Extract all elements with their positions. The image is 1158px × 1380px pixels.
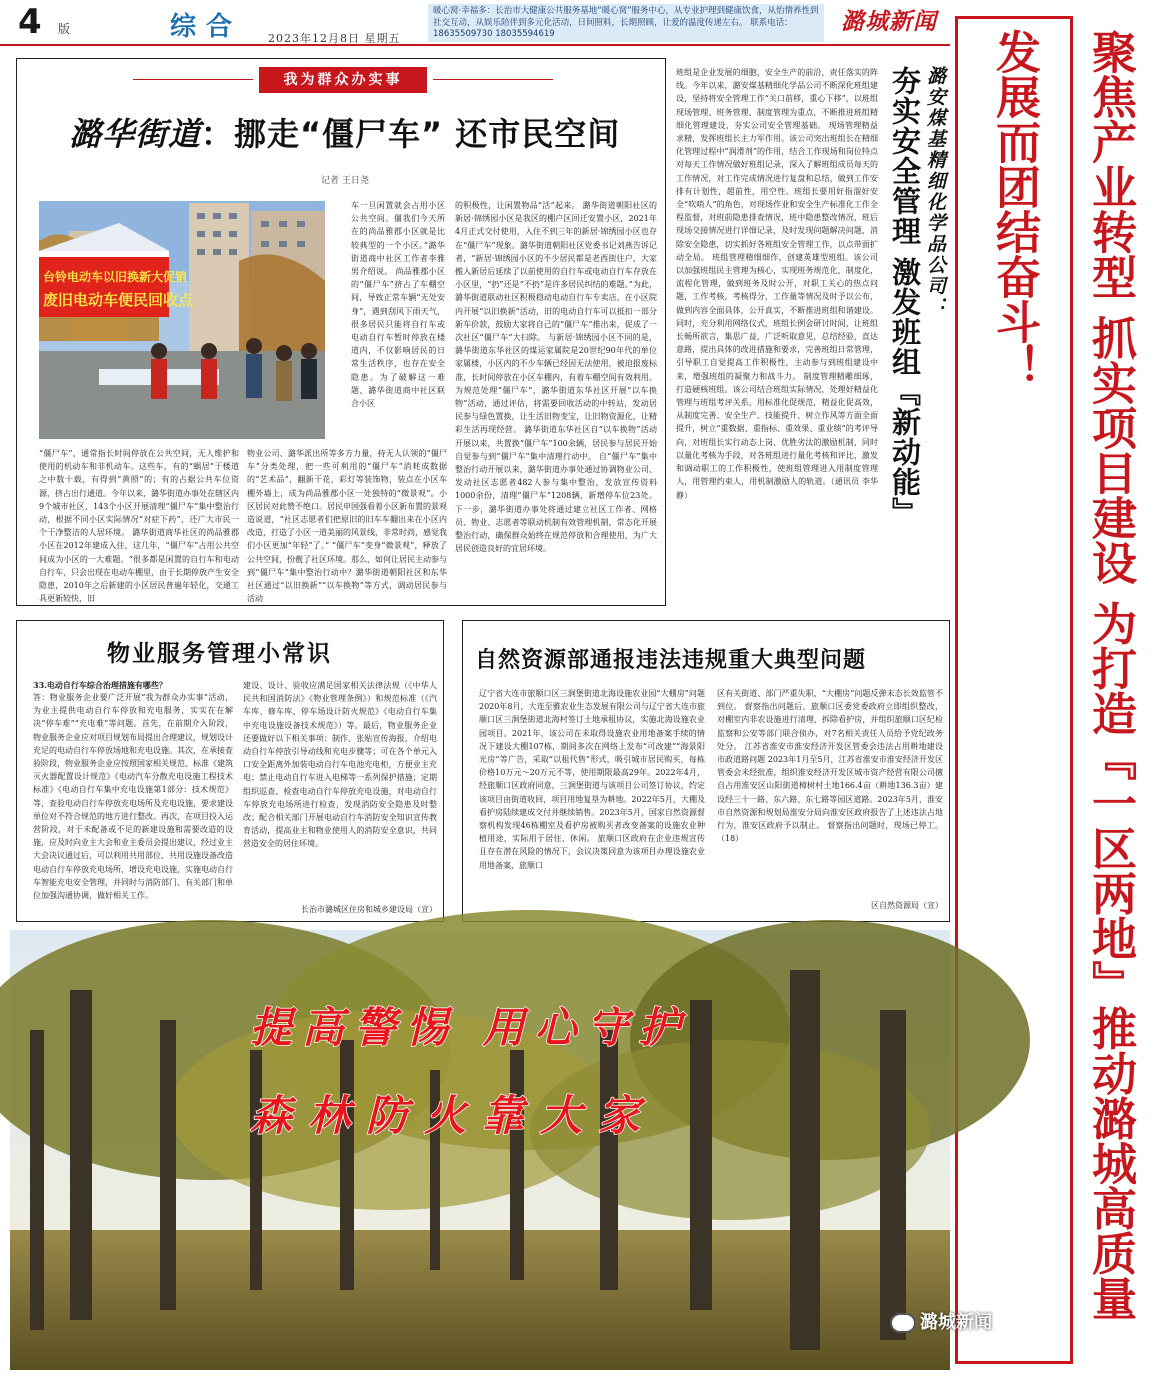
news-photo (39, 201, 325, 439)
slogan-text: 聚焦产业转型 抓实项目建设 为打造『一区两地』推动潞城高质量发展而团结奋斗！ (988, 29, 1137, 1321)
resource-column-a: 辽宁省大连市旅顺口区三涧堡街道北海设施农业园“大棚房”问题 2020年8月，大连至雅农业生态发展有限公司与辽宁省大连市旅顺口区三涧堡街道北海村签订土地承租协议，实施北海设施农业园项目。2021年，该公司在未取得设施农业用地备案手续的情况下建设大棚107栋，期间多次在网络上发布“可改建”“海景阳光房”等广告，采取“以租代售”形式，吸引城市居民购买，每栋价格10万元～20万元不等，使用期限最高29年。2022年4月，经旅顺口区政府同意，三涧堡街道与该项目公司签订协议，约定该项目由街道收回，项目用地复垦为耕地。2022年5月，大棚及看护房陆续建成交付并继续销售。2023年5月，国家自然资源督察机构发现46栋棚室及看护房被购买者改变备案的设施农业种植用途，实际用于居住、休闲。 旅顺口区政府在企业违规宣传且存在潜在风险的情况下，会议决策同意为该项目办理设施农业用地备案，旅顺口 (479, 689, 705, 870)
page-number: 4 (18, 2, 42, 42)
article-title (69, 109, 629, 155)
watermark (890, 1308, 1070, 1342)
property-source: 长治市潞城区住房和城乡建设局（宣） (301, 905, 437, 914)
byline: 记者 王日尧 (321, 176, 369, 186)
article-column-b: 的积极性，让闲置物品“活”起来。 潞华街道朝阳社区的新居·锦绣园小区是我区的棚户区回迁安置小区，2021年4月正式交付使用，入住不到三年的新居·锦绣园小区也存在“僵尸车”现象。潞华街道朝阳社区党委书记刘燕告诉记者，“新居·锦绣园小区的不少居民都是老西街住户，大家搬入新居后延续了以前使用的自行车或电动自行车存放在小区里，“扔”还是“不扔”是许多居民纠结的难题。”为此，潞华街道联动社区积极稳动电动自行车专卖店，在小区院内开展“以旧换新”活动，旧的电动自行车可以抵扣一部分新车价款，鼓励大家将自己的“僵尸车”推出来，促成了一次社区“僵尸车”大扫除。 与新居·锦绣园小区不同的是，潞华街道东华社区的煤运家属院是20世纪90年代的单位家属楼，小区内的不少车辆已经因无法使用，被迫报废标准，长时间停放在小区车棚内，有着车棚空间有效利用。为规范处理“僵尸车”，潞华街道东华社区开展“以车换物”活动，通过评估，将需要回收活动的中转站，发动居民参与绿色置换，让生活旧物变宝，让旧物资源化，让精彩生活再现经营。 潞华街道东华社区自“以车换物”活动开展以来，共置换“僵尸车”100余辆，居民参与居民开始自觉参与到“僵尸车”集中清理行动中。 自“僵尸车”集中整治行动开展以来，潞华街道办事处通过协调物业公司、发动社区志愿者482人参与集中整治，发放宣传资料1000余份，清理“僵尸车”1208辆，新增停车位23处。下一步，潞华街道办事处将通过建立社区工作者、网格员、物业、志愿者等联动机制有效管理机制，常态化开展整治行动，确保群众始终在规范停放和合理使用，为广大居民创造良好的宜居环境。 (455, 201, 657, 554)
wechat-icon (890, 1313, 916, 1333)
newspaper-logo: 潞城新闻 (841, 8, 937, 35)
coal-article-text: 班组是企业发展的细胞，安全生产的前沿，责任落实的阵线。今年以来，潞安煤基精细化学品公司不断深化班组建设，坚持将安全管理工作“关口前移，重心下移”，以班组现场管理、班务管理、制度管理为重点，不断推进班组精细化管理建设，夯实公司安全管理基础。 现场管理精益求精，发挥班组长主力军作用。该公司突出班组长在精细化管理过程中“润滑剂”的作用，结合工作现场和岗位特点对每天工作情况做好班组记录，深入了解班组成员每天的工作情况，对工作完成情况进行复盘和总结，做到工作安排有计划性，超前性，用空性。班组长要用好指溜好安全“吹哨人”的角色，对现场作业和安全生产标准化工作全程监督，对班前隐患排查情况，班中隐患整改情况，班后现场交接情况进行详细记录，及时发现问题解决问题，消除安全隐患，切实抓好各班组安全管理工作，以点带面扩动全局。 班组管理精细细作，创建英雄型班组。该公司以加强班组民主管理为核心，实现班务规范化，制度化，流程化管理，做到班务及时公开，对职工关心的热点问题，工作考核，考核得分，工作量等情况及时予以公布，做到内容全面具体，公开真实，不断推进班组和谐建设。同时，充分利用网络仪式，班组长例会研讨时间，让班组长畅所欲言，集思广益，广泛听取意见，总结经验，直达意路，提出具体的改进措施和要求，完善班组日常管理，引导职工自觉提高工作积极性，主动参与到班组建设中来，增强班组的凝聚力和战斗力。 制度管理精雕细琢，打造硬核班组。该公司结合班组实际情况，处理好精益化管理与班组考评关系，用标准化促规范，精益化促高效，从制度完善、安全生产、技能提升、树立作风等方面全面提升，树立“重数据、重指标、重效果、重业绩”的考评导向，对班组长实行动态上岗、优胜劣汰的激励机制，同时以量化考核为手段，对各班组进行量化考核和评比，激发和调动职工的工作积极性，使班组管理进入用制度管理人，用管理约束人，用机制激励人的轨道。（通讯员 李华静） (676, 68, 878, 500)
forest-slogan-line2: 森林防火靠大家 (250, 1091, 657, 1140)
forest-photo (10, 930, 950, 1370)
main-article (16, 58, 666, 606)
banner-text-2: 废旧电动车便民回收点 (43, 291, 194, 309)
title-rest: ：挪走“僵尸车” 还市民空间 (201, 115, 621, 153)
resource-column-b: 区有关街道、部门严重失职，“大棚房”问题反弹未态长效监管不到位。 督察指出问题后，旅顺口区委党委政府立即组织整改，对棚室内非农设施进行清理，拆除看护房，并组织旅顺口区纪检监察和公安等部门联合侦办，对7名相关责任人员给予党纪政务处分。 江苏省淮安市淮安经济开发区管委会违法占用耕地建设市政道路问题 2023年1月至5月，江苏省淮安市淮安经济开发区管委会未经批准，组织淮安经济开发区城市资产经营有限公司擅自占用淮安区山阳街道樟树村土地166.4亩（耕地136.3亩）建设经三十一路、东六路、东七路等园区道路。2023年5月，淮安市自然资源和规划局淮安分局向淮安区政府报告了上述违法占地行为，淮安区政府予以制止。 督察指出问题时，现场已停工。（18） (717, 689, 943, 844)
resource-article (462, 620, 950, 922)
article-column-a: 车一旦闲置就会占用小区公共空间。僵我们今天所在的尚品雅郡小区就是比较典型的一个小区。”潞华街道商中社区工作者李雅男介绍说。 尚品雅郡小区的“僵尸车”挤占了车棚空间，导致正常车辆“无处安身”，遇到刮风下雨天气，很多居民只能将自行车或电动自行车暂时停放在楼道内，不仅影响居民的日常生活秩序，也存在安全隐患。为了破解这一难题，潞华街道商中社区联合小区 (351, 201, 445, 409)
column-tag: 我为群众办实事 (259, 67, 427, 93)
coal-article-subtitle: 潞安煤基精细化学品公司： (924, 66, 946, 318)
resource-source: 区自然资源局（宣） (871, 901, 943, 910)
watermark-text: 潞城新闻 (920, 1312, 992, 1333)
property-column-b: 建设、设计、验收应满足国家相关法律法规（《中华人民共和国消防法》《物业管理条例》）和规范标准（《汽车库、修车库、停车场设计防火规范》《电动自行车集中充电设施设备技术规范》）等。最后，物业服务企业还要做好以下相关事项：制作、张贴宣传海报，介绍电动自行车停放引导动线和充电步骤等；可在各个单元入口安全距离外加装电动自行车电池充电柜，方便业主充电；禁止电动自行车进入电梯等一系列保护措施；定期组织巡查、检查电动自行车停放充电设施，对电动自行车停放充电场所进行检查，发现消防安全隐患及时整改；配合相关部门开展电动自行车消防安全知识宣传教育活动，提高业主和物业使用人的消防安全意识，共同营造安全的居住环境。 (243, 681, 437, 849)
article-column-d: 物业公司、潞华派出所等多方力量，持无人认领的“僵尸车”分类处理，把一些可利用的“僵尸车”消耗成数据的“艺术品”，翻新干花，彩灯等装饰物，装点在小区车棚外墙上，成为尚品雅郡小区一处独特的“微景观”。小区居民对此赞不绝口。居民申国强看着小区新布置的景观造说道，“社区志愿者们把原旧的旧车车翻出来在小区内改造，打造了小区一道美丽的风景线，非常时尚，感觉我们小区更加“年轻”了。” “僵尸车”变身“微景观”，释放了公共空间，扮靓了社区环境。那么，如何让居民主动参与到“僵尸车”集中整治行动中？潞华街道朝阳社区和东华社区通过“以旧换新”“以车换物”等方式，调动居民参与活动 (247, 449, 447, 604)
property-title: 物业服务管理小常识 (107, 641, 332, 667)
coal-article-headline (886, 66, 948, 594)
notice-ad: 暖心窝·幸福多：长治市大健康公共服务基地“暖心窝”服务中心，从专业护理到健康饮食，从怡情养性到社交互动，从娱乐陪伴到多元化活动，日间照料，长期照顾，让爱的温度传递左右。 联系电话：18635509730 18035594619 (428, 4, 824, 42)
banner-text-1: 台铃电动车以旧换新大促销 (43, 270, 188, 284)
property-question: 33.电动自行车综合治理措施有哪些？ (33, 680, 167, 690)
issue-date: 2023年12月8日 星期五 (268, 32, 401, 45)
resource-title: 自然资源部通报违法违规重大典型问题 (475, 648, 867, 673)
property-column-a: 答：物业服务企业要广泛开展“我为群众办实事”活动，为业主提供电动自行车停放和充电服务，实实在在解决“停车难”“充电难”等问题。首先，在前期介入阶段，物业服务企业应对项目规划布局提出合理建议，规划设计充足的电动自行车停放场地和充电设施。其次，在承接查验阶段，物业服务企业应按照国家相关规范、标准《建筑灭火器配置设计规范》《电动汽车分散充电设施工程技术标准》《电动自行车集中充电设施第1部分：技术规范》等，查验电动自行车停放充电场所及充电设施，要求建设单位对不符合规范的地方进行整改。再次，在项目投入运营阶段，对于未配备或不足的新建设施和需要改造的设施，应及时向业主大会和业主委员会提出建议，经过业主大会决议通过后，可以利用共用部位、共用设施设备改造电动自行车停放充电场所，增设充电设施，实施电动自行车智能充电安全管理，并同时与消防部门、有关部门和单位加强沟通协调，做好相关工作。 (33, 693, 233, 901)
property-article (16, 620, 444, 922)
news-photo-illustration (39, 201, 325, 439)
page-suffix: 版 (58, 22, 71, 36)
forest-slogan-line1: 提高警惕 用心守护 (250, 1003, 691, 1052)
title-place: 潞华街道 (69, 115, 202, 153)
masthead (0, 0, 950, 46)
slogan-column (955, 16, 1137, 1364)
forest-fire-banner (10, 930, 950, 1370)
coal-article-title: 夯实安全管理 激发班组『新动能』 (888, 66, 922, 528)
section-name: 综合 (170, 12, 243, 42)
article-column-c: “僵尸车”，通常指长时间停放在公共空间，无人维护和使用的机动车和非机动车。这些车，有的“蜗居”于楼道之中数十载，有得到“黄照”的；有的占据公共车位资源，挤占出行通道。今年以来，潞华街道办事处在辖区内9个城市社区、143个小区开展清理“僵尸车”集中整治行动，根据不同小区实际情况“对症下药”，还广大市民一个干净整洁的人居环境。 潞华街道商华社区的尚品雅郡小区在2012年建成入住，这几年，“僵尸车”占用公共空间成为小区的一大难题。“很多都是闲置的自行车和电动自行车，只会出现在电动车棚里，由于长期停放产生安全隐患，2010年之后新建的小区居民普遍年轻化，交通工具更新较快，旧 (39, 449, 239, 604)
